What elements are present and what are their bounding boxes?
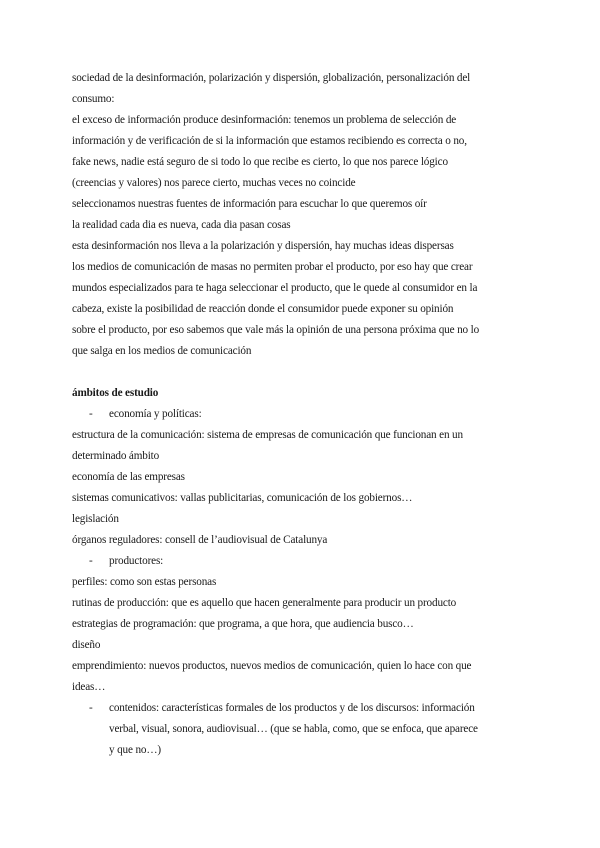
intro-line: los medios de comunicación de masas no permiten probar el producto, por eso hay que crear: [72, 261, 473, 273]
intro-line: esta desinformación nos lleva a la polarización y dispersión, hay muchas ideas dispersas: [72, 240, 454, 252]
section-heading: ámbitos de estudio: [72, 387, 159, 399]
bullet-continuation-line: verbal, visual, sonora, audiovisual… (que se habla, como, que se enfoca, que aparece: [109, 723, 478, 735]
intro-line: mundos especializados para te haga seleccionar el producto, que le quede al consumidor en la: [72, 282, 478, 294]
bullet-item-economia: [72, 404, 532, 425]
intro-line: cabeza, existe la posibilidad de reacción donde el consumidor puede exponer su opinión: [72, 303, 454, 315]
body-line: rutinas de producción: que es aquello que hacen generalmente para producir un producto: [72, 597, 457, 609]
body-line: estructura de la comunicación: sistema de empresas de comunicación que funcionan en un: [72, 429, 463, 441]
body-line: diseño: [72, 639, 101, 651]
body-line: perfiles: como son estas personas: [72, 576, 217, 588]
bullet-text: contenidos: características formales de los productos y de los discursos: información: [109, 702, 475, 714]
bullet-item-productores: [72, 551, 532, 572]
bullet-text: productores:: [109, 555, 164, 567]
body-line: órganos reguladores: consell de l’audiovisual de Catalunya: [72, 534, 328, 546]
body-line: determinado ámbito: [72, 450, 160, 462]
intro-line: que salga en los medios de comunicación: [72, 345, 252, 357]
intro-line: seleccionamos nuestras fuentes de información para escuchar lo que queremos oír: [72, 198, 427, 210]
intro-line: consumo:: [72, 93, 115, 105]
body-line: legislación: [72, 513, 119, 525]
body-line: economía de las empresas: [72, 471, 185, 483]
bullet-dash: -: [89, 555, 93, 567]
blank-line: [72, 362, 532, 383]
bullet-text: economía y políticas:: [109, 408, 202, 420]
intro-line: información y de verificación de si la información que estamos recibiendo es correcta o no,: [72, 135, 467, 147]
intro-line: la realidad cada dia es nueva, cada dia pasan cosas: [72, 219, 291, 231]
body-line: ideas…: [72, 681, 106, 693]
intro-line: sociedad de la desinformación, polarización y dispersión, globalización, personalización del: [72, 72, 471, 84]
bullet-item-contenidos: [72, 698, 532, 719]
intro-line: (creencias y valores) nos parece cierto, muchas veces no coincide: [72, 177, 356, 189]
body-line: sistemas comunicativos: vallas publicitarias, comunicación de los gobiernos…: [72, 492, 413, 504]
bullet-continuation-line: y que no…): [109, 744, 161, 756]
intro-line: el exceso de información produce desinformación: tenemos un problema de selección de: [72, 114, 457, 126]
bullet-dash: -: [89, 408, 93, 420]
intro-line: fake news, nadie está seguro de si todo lo que recibe es cierto, lo que nos parece lógico: [72, 156, 448, 168]
intro-paragraph: [72, 68, 532, 362]
intro-line: sobre el producto, por eso sabemos que vale más la opinión de una persona próxima que no lo: [72, 324, 480, 336]
bullet-dash: -: [89, 702, 93, 714]
document-page: [72, 68, 532, 761]
body-line: emprendimiento: nuevos productos, nuevos medios de comunicación, quien lo hace con que: [72, 660, 472, 672]
body-line: estrategias de programación: que programa, a que hora, que audiencia busco…: [72, 618, 414, 630]
